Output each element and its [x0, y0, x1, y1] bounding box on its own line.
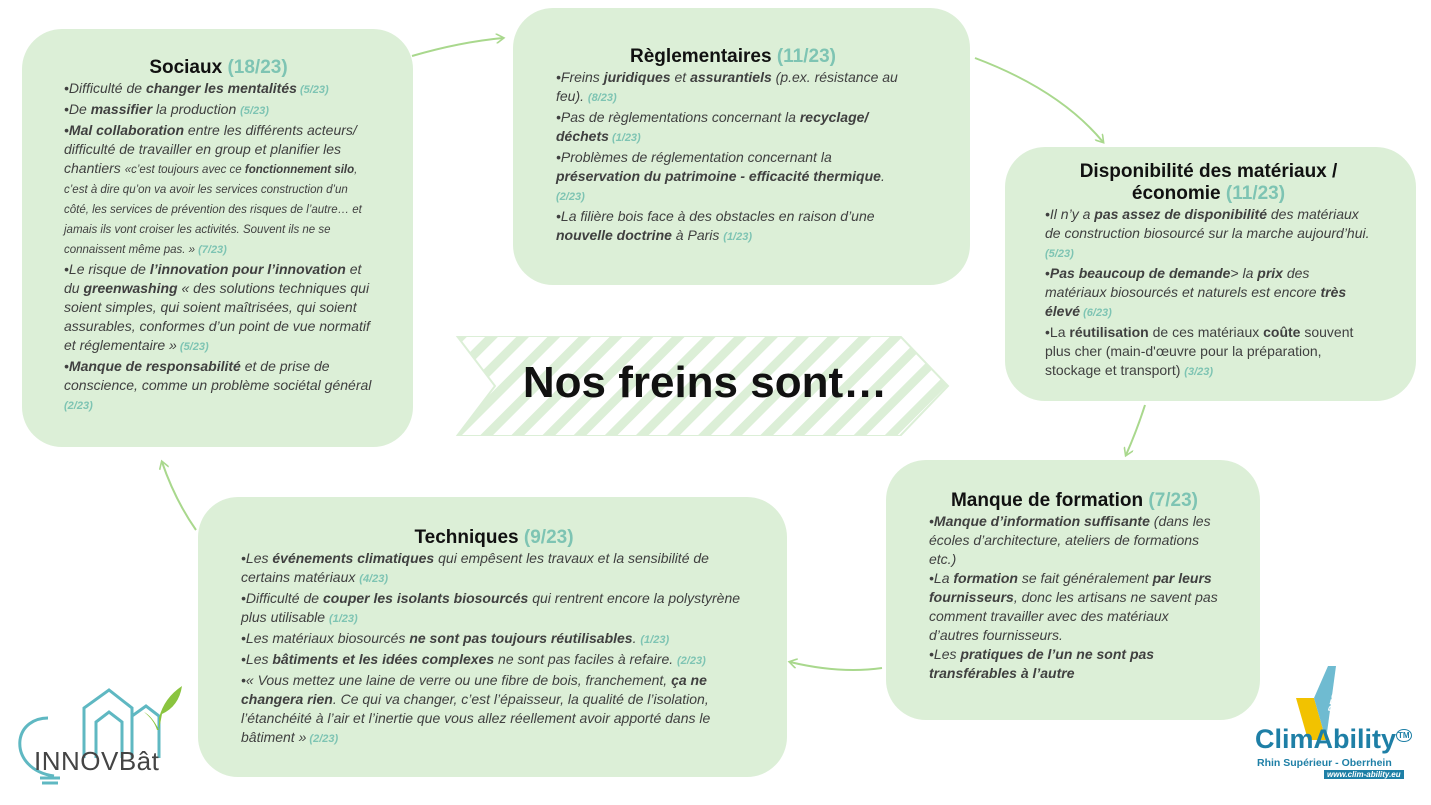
list-item: •Manque d’information suffisante (dans les écoles d’architecture, ateliers de formations etc.): [929, 513, 1211, 567]
climability-logo: [1250, 660, 1425, 785]
arrow-disponibilite-to-formation: [1126, 405, 1145, 455]
list-item: •Problèmes de réglementation concernant la préservation du patrimoine - efficacité thermique. (2/23): [556, 149, 885, 203]
climability-url: www.clim-ability.eu: [1324, 770, 1404, 779]
climability-design-label: DESIGN: [1325, 677, 1345, 713]
list-item: •Le risque de l’innovation pour l’innovation et du greenwashing « des solutions techniques qui soient simples, qui soient maîtrisées, qui soient assurables, conformes d’un point de vue normatif et réglementaire » (5/23): [64, 261, 370, 353]
list-item: •De massifier la production (5/23): [64, 101, 269, 117]
list-item: •Mal collaboration entre les différents acteurs/ difficulté de travailler en group et planifier les chantiers «c’est toujours avec ce fonctionnement silo, c’est à dire qu’on va avoir les services construction d’un côté, les services de prévention des risques de l’autre… et jamais ils vont croiser les activités. Souvent ils ne se connaissent même pas. » (7/23): [64, 122, 362, 256]
list-item: •Pas beaucoup de demande> la prix des matériaux biosourcés et naturels est encore très élevé (6/23): [1045, 265, 1347, 319]
card-title: Manque de formation (7/23): [950, 490, 1199, 511]
arrow-sociaux-to-reglementaires: [412, 38, 503, 56]
list-item: •« Vous mettez une laine de verre ou une fibre de bois, franchement, ça ne changera rien. Ce qui va changer, c’est l’épaisseur, la qualité de l’isolation, l’étanchéité à l’air et l’inertie que vous allez réellement avoir apporté dans le bâtiment » (2/23): [241, 672, 711, 745]
card-title: Techniques (9/23): [414, 527, 574, 548]
card-title: Sociaux (18/23): [149, 57, 288, 78]
card-formation: [886, 460, 1260, 720]
climability-subtitle: Rhin Supérieur - Oberrhein: [1257, 757, 1392, 769]
list-item: •Les événements climatiques qui empêsent les travaux et la sensibilité de certains matériaux (4/23): [241, 550, 709, 585]
card-title: Règlementaires (11/23): [630, 46, 836, 67]
card-title: Disponibilité des matériaux / économie (11/23): [1079, 161, 1338, 204]
list-item: •Freins juridiques et assurantiels (p.ex. résistance au feu). (8/23): [556, 69, 898, 104]
card-reglementaires: [513, 8, 970, 285]
innovbat-logo-text: INNOVBât: [34, 746, 160, 776]
list-item: •Les matériaux biosourcés ne sont pas toujours réutilisables. (1/23): [241, 630, 670, 646]
center-title: Nos freins sont…: [522, 358, 888, 407]
list-item: •Difficulté de couper les isolants biosourcés qui rentrent encore la polystyrène plus utilisable (1/23): [241, 590, 741, 625]
list-item: •Il n’y a pas assez de disponibilité des matériaux de construction biosourcé sur la marche aujourd’hui. (5/23): [1045, 206, 1370, 260]
innovbat-logo: [14, 678, 189, 788]
list-item: •La réutilisation de ces matériaux coûte souvent plus cher (main-d'œuvre pour la préparation, stockage et transport) (3/23): [1045, 324, 1354, 378]
arrow-reglementaires-to-disponibilite: [975, 58, 1103, 142]
list-item: •Pas de règlementations concernant la recyclage/ déchets (1/23): [556, 109, 869, 144]
arrow-techniques-to-sociaux: [162, 462, 196, 530]
list-item: •Manque de responsabilité et de prise de conscience, comme un problème sociétal général (2/23): [64, 358, 372, 412]
list-item: •La filière bois face à des obstacles en raison d’une nouvelle doctrine à Paris (1/23): [556, 208, 875, 243]
list-item: •Les bâtiments et les idées complexes ne sont pas faciles à refaire. (2/23): [241, 651, 706, 667]
card-techniques: [198, 497, 787, 777]
list-item: •La formation se fait généralement par leurs fournisseurs, donc les artisans ne savent pas comment travailler avec des matériaux d’autres fournisseurs.: [929, 570, 1218, 643]
list-item: •Les pratiques de l’un ne sont pas transférables à l’autre: [929, 646, 1155, 681]
arrow-formation-to-techniques: [790, 662, 882, 670]
list-item: •Difficulté de changer les mentalités (5/23): [64, 80, 329, 96]
card-disponibilite: [1005, 147, 1416, 401]
climability-logo-text: ClimAbility ™: [1255, 724, 1410, 754]
card-sociaux: [22, 29, 413, 447]
